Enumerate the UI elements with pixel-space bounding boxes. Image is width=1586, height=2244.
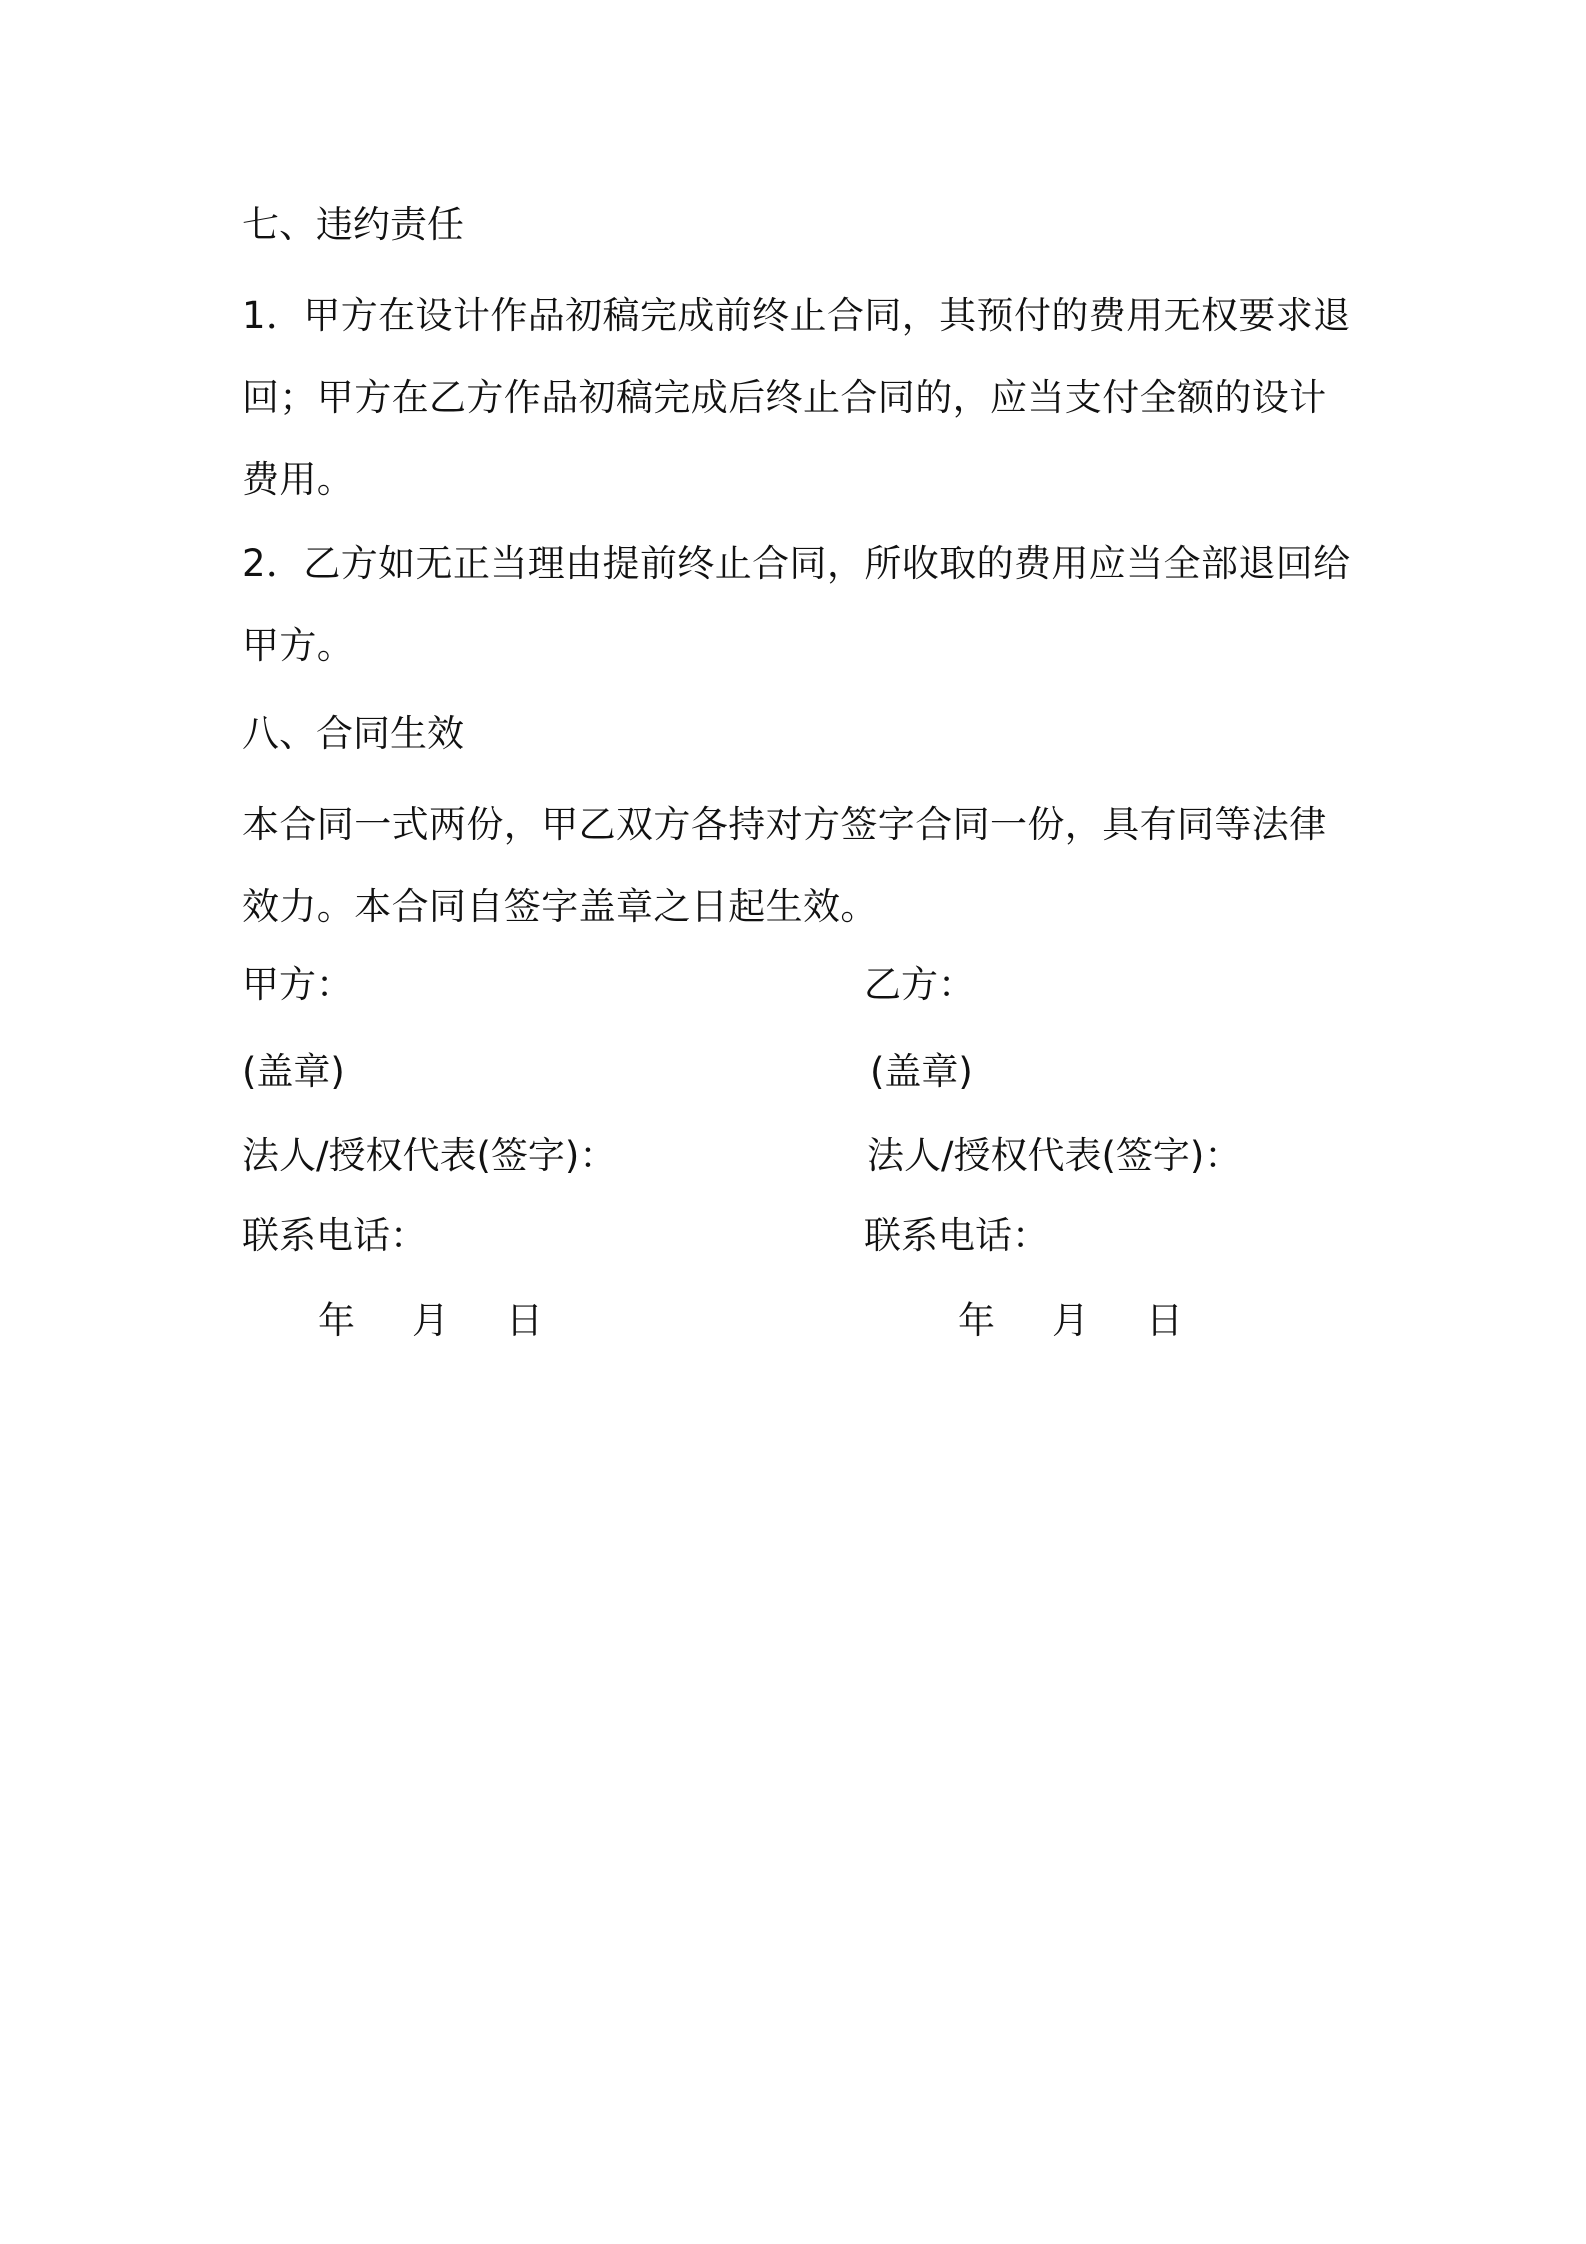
effect-clause: 本合同一式两份，甲乙双方各持对方签字合同一份，具有同等法律效力。本合同自签字盖章之日起生效。: [242, 803, 1327, 928]
party-a-phone: 联系电话：: [242, 1214, 427, 1257]
party-a-label: 甲方：: [242, 963, 353, 1006]
contract-body: [242, 200, 1362, 948]
party-a-representative: 法人/授权代表(签字)：: [242, 1134, 617, 1177]
party-b-seal: (盖章): [870, 1050, 973, 1093]
party-b-date-year: 年: [958, 1299, 995, 1342]
section-heading-breach: 七、违约责任: [242, 203, 464, 246]
breach-clause-2: 2．乙方如无正当理由提前终止合同，所收取的费用应当全部退回给甲方。: [242, 542, 1351, 667]
party-a-date-month: 月: [412, 1299, 449, 1342]
section-heading-effect: 八、合同生效: [242, 712, 464, 755]
party-a-date-day: 日: [506, 1299, 543, 1342]
party-a-seal: (盖章): [242, 1050, 345, 1093]
party-b-label: 乙方：: [864, 963, 975, 1006]
party-b-representative: 法人/授权代表(签字)：: [867, 1134, 1242, 1177]
breach-clause-1: 1．甲方在设计作品初稿完成前终止合同，其预付的费用无权要求退回；甲方在乙方作品初稿完成后终止合同的，应当支付全额的设计费用。: [242, 294, 1351, 501]
party-b-date-day: 日: [1146, 1299, 1183, 1342]
party-b-date-month: 月: [1052, 1299, 1089, 1342]
party-b-phone: 联系电话：: [864, 1214, 1049, 1257]
party-a-date-year: 年: [318, 1299, 355, 1342]
